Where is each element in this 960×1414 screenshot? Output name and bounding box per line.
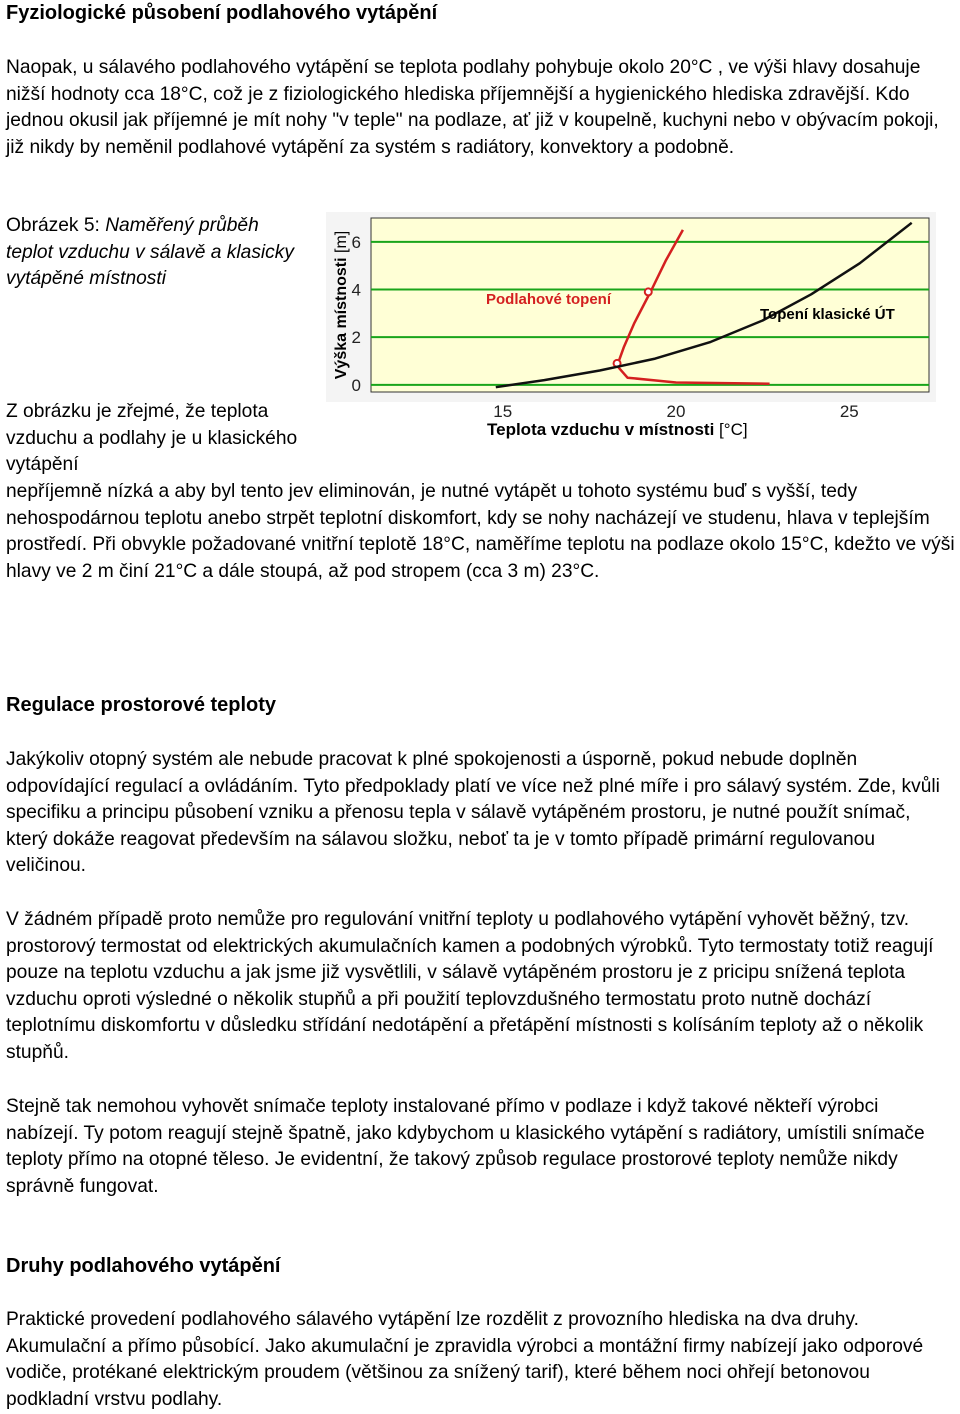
series-marker-0-1 bbox=[645, 288, 652, 295]
paragraph-physiology: Naopak, u sálavého podlahového vytápění se teplota podlahy pohybuje okolo 20°C , ve výši hlavy dosahuje nižší hodnoty cca 18°C, což je z fiziologického hlediska příjemnější a hygienického hlediska zdravější. Kdo jednou okusil jak příjemné je mít nohy "v teple" na podlaze, ať již v koupelně, kuchyni nebo v obývacím pokoji, již nikdy by neměnil podlahové vytápění za systém s radiátory, konvektory a podobně. bbox=[6, 57, 939, 158]
temperature-chart bbox=[326, 212, 936, 456]
x-tick-label: 25 bbox=[839, 402, 859, 421]
y-tick-label: 0 bbox=[351, 375, 361, 395]
figure-caption bbox=[6, 213, 306, 293]
paragraph-types: Praktické provedení podlahového sálavého vytápění lze rozdělit z provozního hlediska na dva druhy. Akumulační a přímo působící. Jako akumulační je zpravidla výrobci a montážní firmy nabízejí jako odporové vodiče, protékané elektrickým proudem (většinou za snížený tarif), které během noci ohřejí betonovou podkladní vrstvu podlahy. bbox=[6, 1309, 924, 1410]
y-axis-label-text: Výška místnosti bbox=[333, 252, 350, 380]
chart-svg bbox=[326, 212, 936, 456]
plot-area bbox=[371, 218, 929, 392]
figure-label: Obrázek 5: bbox=[6, 215, 106, 236]
paragraph-continuation: nepříjemně nízká a aby byl tento jev eliminován, je nutné vytápět u tohoto systému buď s vyšší, tedy nehospodárnou teplotu anebo strpět teplotní diskomfort, kdy se nohy nacházejí ve studenu, hlava v teplejším prostředí. Při obvykle požadované vnitřní teplotě 18°C, naměříme teplotu na podlaze okolo 15°C, kdežto ve výši hlavy ve 2 m činí 21°C a dále stoupá, až pod stropem (cca 3 m) 23°C. bbox=[6, 481, 955, 582]
y-axis-unit: [m] bbox=[333, 230, 350, 253]
paragraph-regulation-3: Stejně tak nemohou vyhovět snímače teploty instalované přímo v podlaze i když takové někteří výrobci nabízejí. Ty potom reagují stejně špatně, jako kdybychom u klasického vytápění s radiátory, umístili snímače teploty přímo na otopné těleso. Je evidentní, že takový způsob regulace prostorové teploty nemůže nikdy správně fungovat. bbox=[6, 1096, 925, 1197]
section-heading-types: Druhy podlahového vytápění bbox=[6, 1255, 281, 1277]
legend-label-classic-heating: Topení klasické ÚT bbox=[760, 306, 895, 323]
section-heading-physiology: Fyziologické působení podlahového vytápění bbox=[6, 2, 438, 24]
x-axis-label-text: Teplota vzduchu v místnosti bbox=[487, 420, 720, 439]
x-axis-unit: [°C] bbox=[719, 420, 748, 439]
x-tick-label: 20 bbox=[666, 402, 686, 421]
paragraph-regulation-2: V žádném případě proto nemůže pro regulování vnitřní teploty u podlahového vytápění vyhovět běžný, tzv. prostorový termostat od elektrických akumulačních kamen a podobných výrobků. Tyto termostaty totiž reagují pouze na teplotu vzduchu a jak jsme již vysvětlili, v sálavě vytápěném prostoru je z pricipu snížená teplota vzduchu oproti výsledné o několik stupňů a při použití teplovzdušného termostatu proto nutně dochází teplotnímu diskomfortu v důsledku střídání nedotápění a přetápění místnosti s kolísáním teploty až o několik stupňů. bbox=[6, 909, 934, 1063]
figure-caption-text: Naměřený průběh teplot vzduchu v sálavě a klasicky vytápěné místnosti bbox=[6, 215, 294, 290]
y-tick-label: 6 bbox=[351, 232, 361, 252]
section-heading-regulation: Regulace prostorové teploty bbox=[6, 694, 277, 716]
legend-label-floor-heating: Podlahové topení bbox=[486, 291, 612, 308]
y-tick-label: 2 bbox=[351, 328, 361, 348]
x-tick-label: 15 bbox=[493, 402, 513, 421]
x-axis-label bbox=[487, 420, 748, 439]
side-text: Z obrázku je zřejmé, že teplota vzduchu a podlahy je u klasického vytápění bbox=[6, 401, 298, 476]
y-tick-label: 4 bbox=[351, 280, 361, 300]
y-axis-label bbox=[333, 231, 350, 380]
paragraph-regulation-1: Jakýkoliv otopný systém ale nebude pracovat k plné spokojenosti a úsporně, pokud nebude doplněn odpovídající regulací a ovládáním. Tyto předpoklady platí ve více než plné míře i pro sálavý systém. Zde, kvůli specifiku a principu působení vzniku a přenosu tepla v sálavě vytápěném prostoru, je nutné použít snímač, který dokáže reagovat především na sálavou složku, neboť ta je v tomto případě primární regulovanou veličinou. bbox=[6, 749, 940, 877]
